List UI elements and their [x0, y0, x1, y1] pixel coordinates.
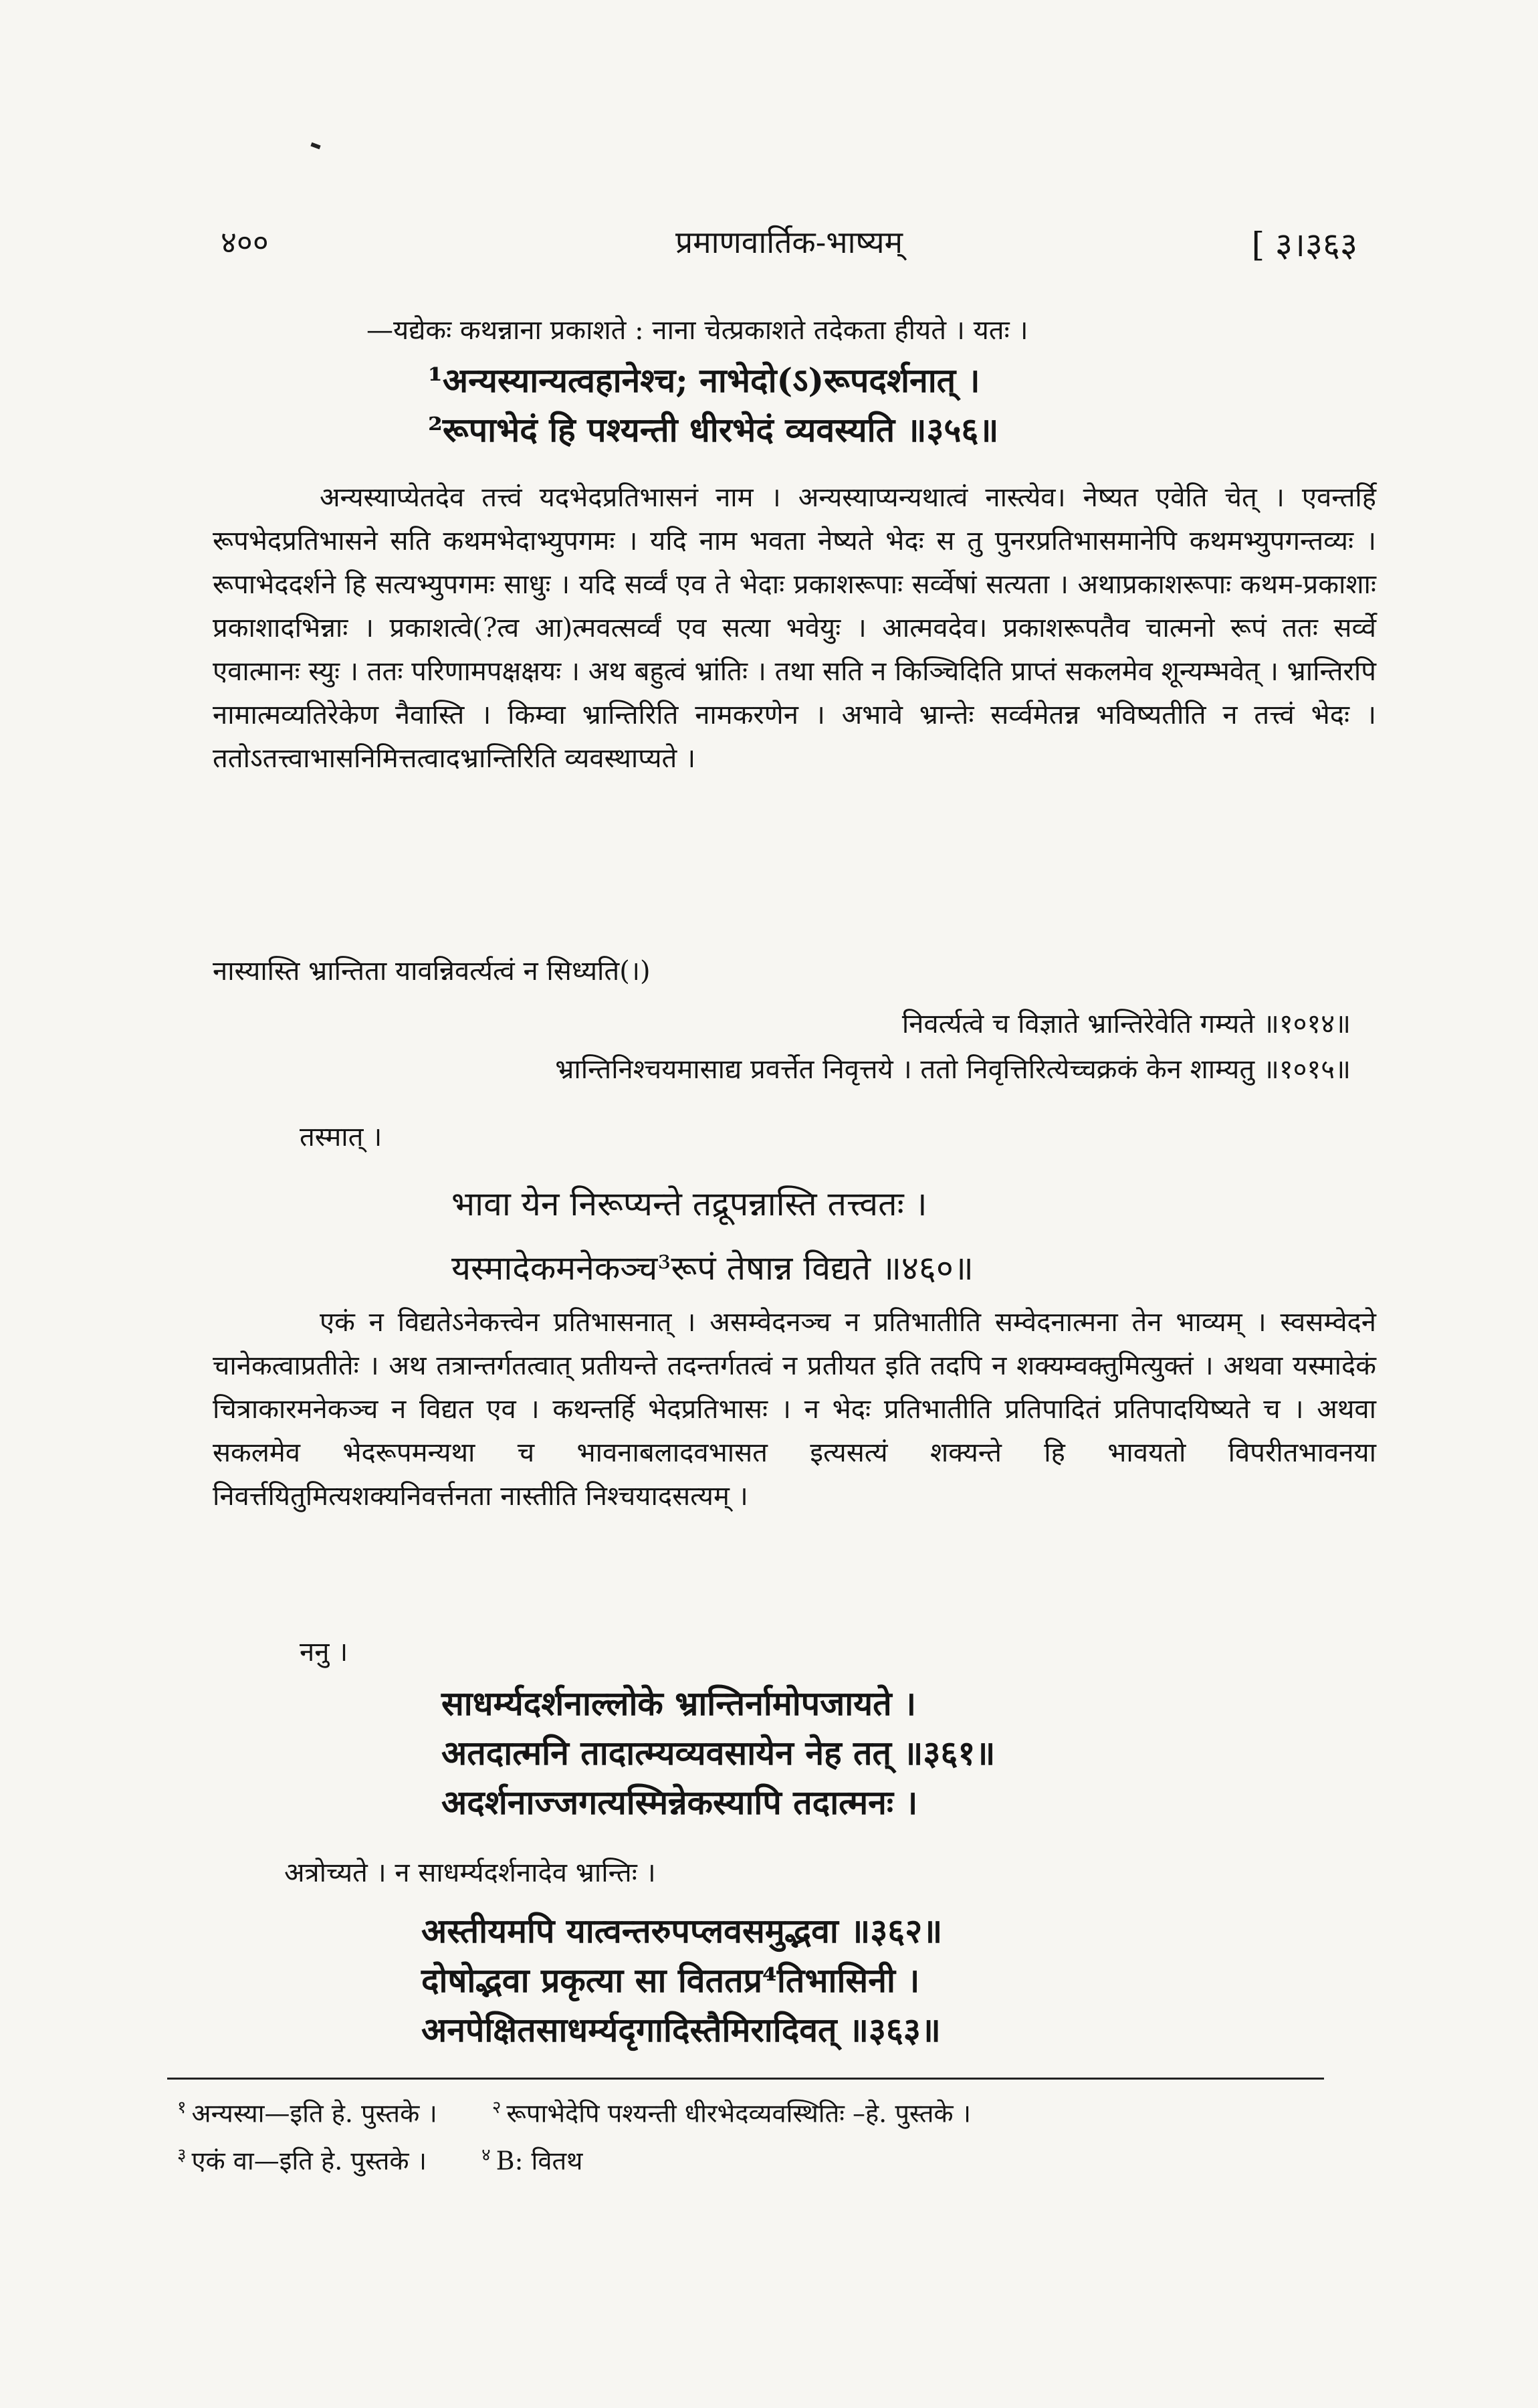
footnote-4: $^४$ B: वितथ	[481, 2144, 583, 2176]
stray-mark	[310, 142, 320, 149]
commentary-paragraph-1: अन्यस्याप्येतदेव तत्त्वं यदभेदप्रतिभासनं नाम । अन्यस्याप्यन्यथात्वं नास्त्येव। नेष्यत एवेति चेत् । एवन्तर्हि रूपभेदप्रतिभासने सति कथमभेदाभ्युपगमः । यदि नाम भवता नेष्यते भेदः स तु पुनरप्रतिभासमानेपि कथमभ्युपगन्तव्यः । रूपाभेददर्शने हि सत्यभ्युपगमः साधुः । यदि सर्व्वं एव ते भेदाः प्रकाशरूपाः सर्व्वेषां सत्यता । अथाप्रकाशरूपाः कथम-प्रकाशाः प्रकाशादभिन्नाः । प्रकाशत्वे(?त्व आ)त्मवत्सर्व्वं एव सत्या भवेयुः । आत्मवदेव। प्रकाशरूपतैव चात्मनो रूपं ततः सर्व्वे एवात्मानः स्युः । ततः परिणामपक्षक्षयः । अथ बहुत्वं भ्रांतिः । तथा सति न किञ्चिदिति प्राप्तं सकलमेव शून्यम्भवेत् । भ्रान्तिरपि नामात्मव्यतिरेकेण नैवास्ति । किम्वा भ्रान्तिरिति नामकरणेन । अभावे भ्रान्तेः सर्व्वमेतन्न भविष्यतीति न तत्त्वं भेदः । ततोऽतत्त्वाभासनिमित्तत्वादभ्रान्तिरिति व्यवस्थाप्यते ।	[213, 482, 1376, 774]
verse-line: ¹अन्यस्यान्यत्वहानेश्च; नाभेदो(ऽ)रूपदर्शनात् ।	[428, 361, 980, 400]
footnote-3: $^३$ एकं वा—इति हे. पुस्तके ।	[177, 2144, 427, 2176]
footnote-rule	[167, 2078, 1324, 2080]
verse-361	[441, 1679, 1364, 1827]
verse-362-363	[421, 1906, 1357, 2055]
commentary-paragraph-2: एकं न विद्यतेऽनेकत्त्वेन प्रतिभासनात् । असम्वेदनञ्च न प्रतिभातीति सम्वेदनात्मना तेन भाव्यम् । स्वसम्वेदने चानेकत्वाप्रतीतेः । अथ तत्रान्तर्गतत्वात् प्रतीयन्ते तदन्तर्गतत्वं न प्रतीयत इति तदपि न शक्यम्वक्तुमित्युक्तं । अथवा यस्मादेकं चित्राकारमनेकञ्च न विद्यत एव । कथन्तर्हि भेदप्रतिभासः । न भेदः प्रतिभातीति प्रतिपादितं प्रतिपादयिष्यते च । अथवा सकलमेव भेदरूपमन्यथा च भावनाबलादवभासत इत्यसत्यं शक्यन्ते हि भावयतो विपरीतभावनया निवर्त्तयितुमित्यशक्यनिवर्त्तनता नास्तीति निश्चयादसत्यम् ।	[213, 1307, 1376, 1512]
verse-line: साधर्म्यदर्शनाल्लोके भ्रान्तिर्नामोपजायते ।	[441, 1684, 917, 1723]
atrocyate-line: अत्रोच्यते । न साधर्म्यदर्शनादेव भ्रान्तिः ।	[284, 1858, 656, 1888]
footnotes	[177, 2087, 1347, 2181]
tasmat-label: तस्मात् ।	[300, 1122, 382, 1152]
verse-line: यस्मादेकमनेकञ्च³रूपं तेषान्न विद्यते ॥४६०॥	[451, 1249, 974, 1288]
verse-line: अनपेक्षितसाधर्म्यदृगादिस्तैमिरादिवत् ॥३६३॥	[421, 2010, 941, 2049]
verse-line: भावा येन निरूप्यन्ते तद्रूपन्नास्ति तत्त्वतः ।	[451, 1185, 927, 1223]
nanu-label: ननु ।	[300, 1637, 348, 1668]
page-header	[221, 221, 1357, 274]
running-title: प्रमाणवार्तिक-भाष्यम्	[675, 224, 903, 260]
verse-line: ²रूपाभेदं हि पश्यन्ती धीरभेदं व्यवस्यति ॥३५६॥	[428, 410, 999, 449]
verse-360	[451, 1172, 1374, 1300]
quote-line-3: भ्रान्तिनिश्चयमासाद्य प्रवर्त्तेत निवृत्तये । ततो निवृत्तिरित्येच्चक्रकं केन शाम्यतु ॥१०१५॥	[555, 1054, 1351, 1085]
verse-line: अस्तीयमपि यात्वन्तरुपप्लवसमुद्भवा ॥३६२॥	[421, 1911, 943, 1950]
verse-reference: [ ३।३६३	[1251, 225, 1357, 264]
quote-line-1: नास्यास्ति भ्रान्तिता यावन्निवर्त्यत्वं न सिध्यति(।)	[213, 956, 651, 987]
footnote-1: $^१$ अन्यस्या—इति हे. पुस्तके ।	[177, 2098, 437, 2128]
footnote-2: $^२$ रूपाभेदेपि पश्यन्ती धीरभेदव्यवस्थितिः –हे. पुस्तके ।	[491, 2098, 972, 2128]
intro-line: —यद्येकः कथन्नाना प्रकाशते : नाना चेत्प्रकाशते तदेकता हीयते । यतः ।	[366, 315, 1028, 346]
quote-line-2: निवर्त्यत्वे च विज्ञाते भ्रान्तिरेवेति गम्यते ॥१०१४॥	[901, 1009, 1351, 1039]
verse-line: दोषोद्भवा प्रकृत्या सा विततप्र⁴तिभासिनी ।	[421, 1961, 920, 2000]
page-number: ४००	[221, 224, 269, 260]
verse-line: अतदात्मनि तादात्म्यव्यवसायेन नेह तत् ॥३६१॥	[441, 1733, 996, 1773]
verse-356	[428, 356, 1364, 455]
verse-line: अदर्शनाज्जगत्यस्मिन्नेकस्यापि तदात्मनः ।	[441, 1783, 918, 1822]
